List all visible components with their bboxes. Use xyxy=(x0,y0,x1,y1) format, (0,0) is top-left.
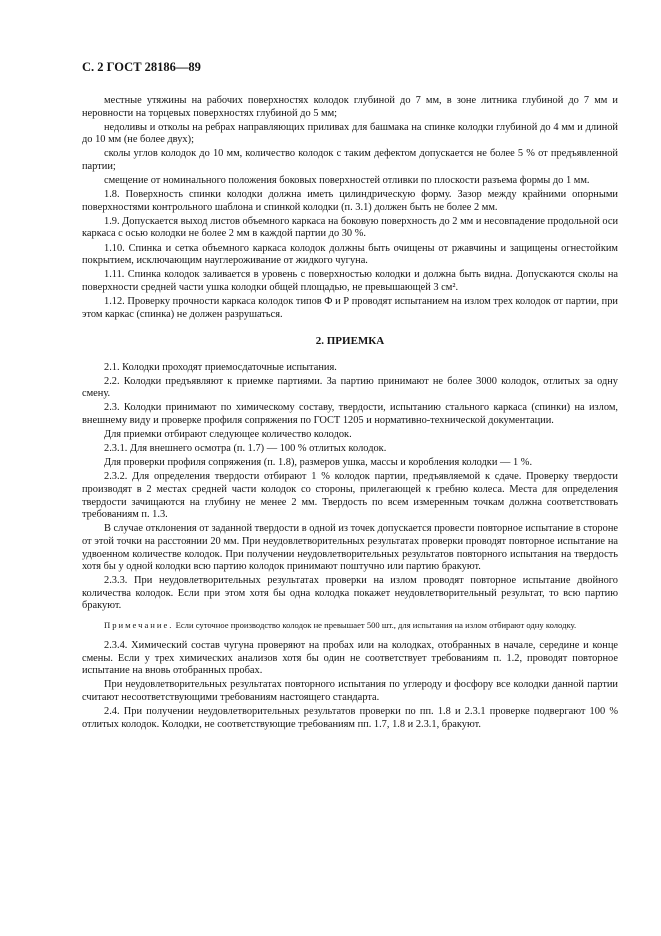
paragraph: Для приемки отбирают следующее количество колодок. xyxy=(104,429,352,441)
paragraph: 2.2. Колодки предъявляют к приемке партиями. За партию принимают не более 3000 колодок, отлитых за одну смену. xyxy=(82,375,618,400)
paragraph: 2.3.4. Химический состав чугуна проверяют на пробах или на колодках, отобранных в начале, середине и конце смены. Если у трех химических анализов хотя бы один не соответствует требованиям п. 1.2, проводят повторное испытание на вновь отобранных пробах. xyxy=(82,639,618,677)
section-title: 2. ПРИЕМКА xyxy=(315,335,385,348)
paragraph: 1.8. Поверхность спинки колодки должна иметь цилиндрическую форму. Зазор между крайними опорными поверхностями контрольного шаблона и спинкой колодки (п. 3.1) должен быть не более 2 мм. xyxy=(82,189,618,213)
paragraph: 2.3.1. Для внешнего осмотра (п. 1.7) — 100 % отлитых колодок. xyxy=(104,443,387,455)
paragraph: При неудовлетворительных результатах повторного испытания по углероду и фосфору все колодки данной партии считают несоответствующими требованиям настоящего стандарта. xyxy=(82,679,618,703)
note-text: Если суточное производство колодок не превышает 500 шт., для испытания на излом отбирают одну колодку. xyxy=(175,619,577,630)
paragraph: В случае отклонения от заданной твердости в одной из точек допускается провести повторное испытание в стороне от этой точки на расстоянии 20 мм. При неудовлетворительных результатах проверки проводят повторное испытание на удвоенном количестве колодок. При получении неудовлетворительных результатов повторного испытания на твердость хотя бы у одной колодки всю партию колодок принимают поштучно или партию бракуют. xyxy=(82,523,618,573)
paragraph: 1.10. Спинка и сетка объемного каркаса колодок должны быть очищены от ржавчины и защищены огнестойким покрытием, исключающим науглероживание от жидкого чугуна. xyxy=(82,242,618,267)
paragraph: 1.12. Проверку прочности каркаса колодок типов Ф и Р проводят испытанием на излом трех колодок от партии, при этом каркас (спинка) не должен разрушаться. xyxy=(82,295,618,320)
document-body xyxy=(82,95,618,733)
paragraph: 2.3.3. При неудовлетворительных результатах проверки на излом проводят повторное испытание двойного количества колодок. Если при этом хотя бы одна колодка покажет неудовлетворительный результат, то всю партию бракуют. xyxy=(82,575,618,612)
note-label: Примечание. xyxy=(104,619,174,630)
paragraph: 1.11. Спинка колодок заливается в уровень с поверхностью колодки и должна быть видна. Допускаются сколы на поверхности средней части ушка колодки общей площадью, не превышающей 3 см². xyxy=(82,269,618,293)
paragraph: Для проверки профиля сопряжения (п. 1.8), размеров ушка, массы и коробления колодки — 1 %. xyxy=(104,457,533,469)
paragraph: смещение от номинального положения боковых поверхностей отливки по плоскости разъема формы до 1 мм. xyxy=(104,175,590,187)
page-header: С. 2 ГОСТ 28186—89 xyxy=(82,60,201,74)
paragraph: 2.3. Колодки принимают по химическому составу, твердости, испытанию стального каркаса (спинки) на излом, внешнему виду и проверке профиля сопряжения по ГОСТ 1205 и нормативно-технической документации. xyxy=(82,402,618,427)
paragraph: 2.1. Колодки проходят приемосдаточные испытания. xyxy=(104,361,337,373)
paragraph: 1.9. Допускается выход листов объемного каркаса на боковую поверхность до 2 мм и несовпадение продольной оси каркаса с осью колодки не более 2 мм в каждой партии до 30 %. xyxy=(82,215,618,240)
paragraph: сколы углов колодок до 10 мм, количество колодок с таким дефектом допускается не более 5 % от предъявленной партии; xyxy=(82,148,618,172)
paragraph: местные утяжины на рабочих поверхностях колодок глубиной до 7 мм, в зоне литника глубиной до 7 мм и неровности на торцевых поверхностях глубиной до 5 мм; xyxy=(82,95,618,119)
paragraph: 2.4. При получении неудовлетворительных результатов проверки по пп. 1.8 и 2.3.1 проверке подвергают 100 % отлитых колодок. Колодки, не соответствующие требованиям пп. 1.7, 1.8 и 2.3.1, бракуют. xyxy=(82,705,618,730)
paragraph: 2.3.2. Для определения твердости отбирают 1 % колодок партии, предъявляемой к сдаче. Проверку твердости производят в 2 местах средней части колодок со стороны, прилегающей к гребню колеса. Места для определения твердости зачищаются на глубину не менее 2 мм. Твердость по всем измеренным точкам должна соответствовать требованиям п. 1.3. xyxy=(82,471,618,521)
paragraph: недоливы и отколы на ребрах направляющих приливах для башмака на спинке колодки глубиной до 4 мм и длиной до 10 мм (не более двух); xyxy=(82,121,618,146)
note xyxy=(82,620,618,631)
